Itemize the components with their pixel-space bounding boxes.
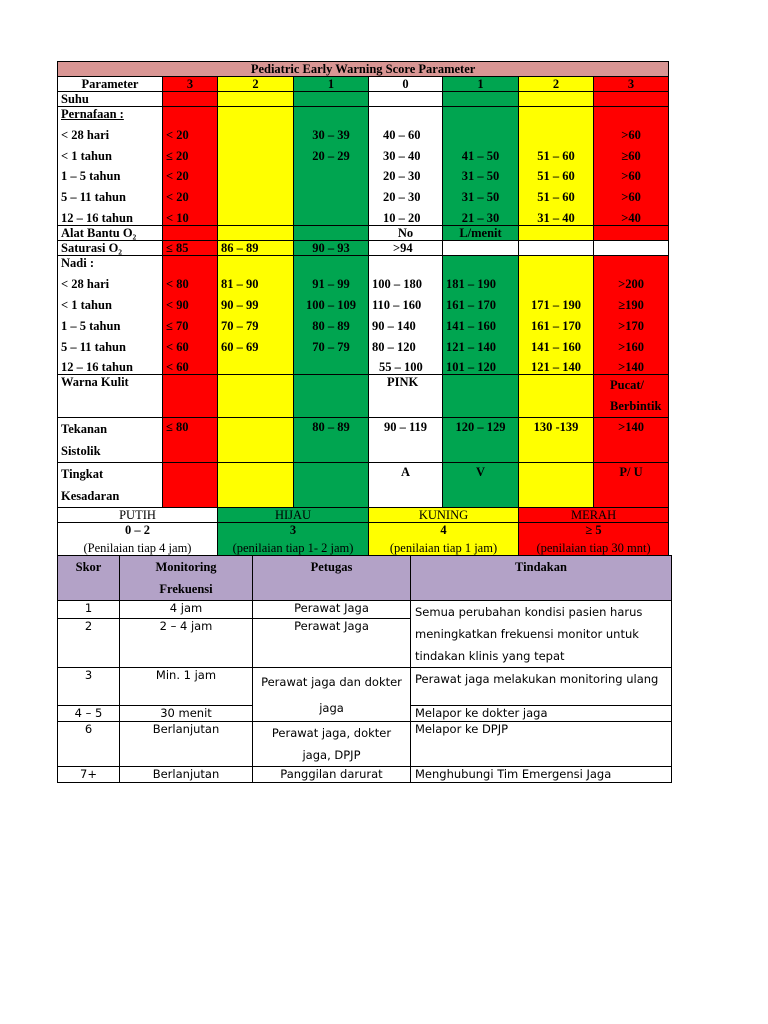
cell: 70 – 79 [294,333,369,354]
cell: 30 – 40 [369,142,443,163]
suhu-row [58,92,669,107]
header-parameter: Parameter [58,77,163,92]
header-score-2-low: 2 [218,77,294,92]
cell [294,107,369,122]
cell [294,375,369,418]
cell: 80 – 120 [369,333,443,354]
pernafasan-label: Pernafaan : [58,107,163,122]
pernafasan-row [58,142,669,163]
monitoring-header-row [58,556,672,601]
cell [163,255,218,270]
cell: < 20 [163,183,218,204]
nadi-label: Nadi : [58,255,163,270]
nadi-row [58,291,669,312]
monitoring-table [57,555,672,783]
cell [443,121,519,142]
tekanan-label [58,418,163,463]
pernafasan-header-row [58,107,669,122]
row-label: 5 – 11 tahun [58,183,163,204]
cell: 171 – 190 [519,291,594,312]
cell: 60 – 69 [218,333,294,354]
cell: 20 – 30 [369,163,443,183]
cell [294,225,369,240]
cell [294,463,369,508]
cell: 90 – 93 [294,240,369,255]
tingkat-label [58,463,163,508]
cell [594,375,669,418]
cell [163,92,218,107]
cell: >200 [594,270,669,291]
nadi-row [58,312,669,333]
tindakan-cell: Melapor ke dokter jaga [411,706,672,722]
warna-kulit-row [58,375,669,418]
row-label: 12 – 16 tahun [58,204,163,225]
cell: 161 – 170 [443,291,519,312]
cell [218,463,294,508]
cell: < 90 [163,291,218,312]
cell [519,240,594,255]
cell [218,354,294,375]
skor-cell: 7+ [58,767,120,783]
cell [218,225,294,240]
cell: 100 – 109 [294,291,369,312]
tingkat-label-a: Tingkat [61,467,104,481]
row-label: 12 – 16 tahun [58,354,163,375]
legend-score-row [58,523,669,538]
frekuensi-cell: 2 – 4 jam [120,618,253,667]
cell: < 20 [163,163,218,183]
cell: 100 – 180 [369,270,443,291]
alat-bantu-row [58,225,669,240]
tingkat-kesadaran-row [58,463,669,508]
cell [294,92,369,107]
legend-merah: MERAH [519,508,669,523]
cell: 20 – 30 [369,183,443,204]
row-label: 1 – 5 tahun [58,163,163,183]
cell: < 80 [163,270,218,291]
tindakan-cell: Menghubungi Tim Emergensi Jaga [411,767,672,783]
cell [218,121,294,142]
cell [369,255,443,270]
tekanan-label-b: Sistolik [61,444,101,458]
cell [218,255,294,270]
cell: 21 – 30 [443,204,519,225]
cell [594,107,669,122]
tingkat-label-b: Kesadaran [61,489,120,503]
header-monitoring-a: Monitoring [155,560,217,574]
cell: 55 – 100 [369,354,443,375]
table-row [58,668,672,706]
nadi-header-row [58,255,669,270]
legend-hijau: HIJAU [218,508,369,523]
cell [218,142,294,163]
skor-cell: 3 [58,668,120,706]
legend-note-kuning: (penilaian tiap 1 jam) [369,538,519,559]
cell [519,107,594,122]
cell: 51 – 60 [519,163,594,183]
cell: 31 – 50 [443,163,519,183]
cell: V [443,463,519,508]
tindakan-cell: Melapor ke DPJP [411,722,672,767]
cell: 141 – 160 [519,333,594,354]
cell: 101 – 120 [443,354,519,375]
tekanan-sistolik-row [58,418,669,463]
header-score-3-low: 3 [163,77,218,92]
pews-title: Pediatric Early Warning Score Parameter [58,62,669,77]
suhu-label: Suhu [58,92,163,107]
cell: 110 – 160 [369,291,443,312]
header-score-0: 0 [369,77,443,92]
frekuensi-cell: 30 menit [120,706,253,722]
cell [218,418,294,463]
cell: 81 – 90 [218,270,294,291]
cell [594,240,669,255]
row-label: < 28 hari [58,270,163,291]
cell [594,92,669,107]
warna-kulit-label: Warna Kulit [58,375,163,418]
cell [369,107,443,122]
cell: 51 – 60 [519,142,594,163]
tekanan-label-a: Tekanan [61,422,108,436]
cell: ≥60 [594,142,669,163]
alat-bantu-label: Alat Bantu O₂ [58,225,163,240]
petugas-cell: Perawat jaga dan dokter jaga [253,668,411,722]
cell [443,375,519,418]
cell [443,92,519,107]
cell [294,354,369,375]
cell [519,255,594,270]
cell: 121 – 140 [443,333,519,354]
petugas-cell: Perawat Jaga [253,618,411,667]
cell [294,183,369,204]
cell: 80 – 89 [294,312,369,333]
row-label: 5 – 11 tahun [58,333,163,354]
pernafasan-row [58,163,669,183]
cell: P/ U [594,463,669,508]
skor-cell: 4 – 5 [58,706,120,722]
cell [294,204,369,225]
frekuensi-cell: Min. 1 jam [120,668,253,706]
legend-score-merah: ≥ 5 [519,523,669,538]
legend-score-hijau: 3 [218,523,369,538]
frekuensi-cell: Berlanjutan [120,722,253,767]
cell: ≤ 20 [163,142,218,163]
cell: >60 [594,121,669,142]
legend-score-kuning: 4 [369,523,519,538]
cell: >140 [594,418,669,463]
cell: >170 [594,312,669,333]
cell: 161 – 170 [519,312,594,333]
cell [163,107,218,122]
cell: >60 [594,163,669,183]
cell: 90 – 119 [369,418,443,463]
header-score-1-high: 1 [443,77,519,92]
row-label: 1 – 5 tahun [58,312,163,333]
cell: No [369,225,443,240]
cell [519,225,594,240]
saturasi-row [58,240,669,255]
header-petugas: Petugas [253,556,411,601]
legend-score-putih: 0 – 2 [58,523,218,538]
petugas-cell: Perawat jaga, dokter jaga, DPJP [253,722,411,767]
header-tindakan: Tindakan [411,556,672,601]
tindakan-cell: Semua perubahan kondisi pasien harus meningkatkan frekuensi monitor untuk tindakan klinis yang tepat [411,601,672,668]
cell: 120 – 129 [443,418,519,463]
header-score-3-high: 3 [594,77,669,92]
skor-cell: 6 [58,722,120,767]
cell: 141 – 160 [443,312,519,333]
cell: 80 – 89 [294,418,369,463]
cell: 31 – 40 [519,204,594,225]
cell: 91 – 99 [294,270,369,291]
header-score-1-low: 1 [294,77,369,92]
table-row [58,601,672,619]
cell: >60 [594,183,669,204]
legend-note-merah: (penilaian tiap 30 mnt) [519,538,669,559]
cell [443,107,519,122]
cell [519,92,594,107]
row-label: < 1 tahun [58,142,163,163]
cell: 70 – 79 [218,312,294,333]
cell [294,163,369,183]
cell: 41 – 50 [443,142,519,163]
warna-berbintik: Berbintik [610,399,662,413]
header-monitoring [120,556,253,601]
legend-putih: PUTIH [58,508,218,523]
cell: >94 [369,240,443,255]
cell: ≥190 [594,291,669,312]
pews-header-row [58,77,669,92]
tindakan-cell: Perawat jaga melakukan monitoring ulang [411,668,672,706]
cell [218,375,294,418]
cell: 121 – 140 [519,354,594,375]
cell: 10 – 20 [369,204,443,225]
cell [369,92,443,107]
cell [594,255,669,270]
cell: 90 – 99 [218,291,294,312]
row-label: < 28 hari [58,121,163,142]
cell: < 20 [163,121,218,142]
row-label: < 1 tahun [58,291,163,312]
cell [519,270,594,291]
legend-kuning: KUNING [369,508,519,523]
cell [163,375,218,418]
cell: >140 [594,354,669,375]
cell: ≤ 85 [163,240,218,255]
cell: 51 – 60 [519,183,594,204]
cell [519,121,594,142]
cell: < 10 [163,204,218,225]
petugas-cell: Perawat Jaga [253,601,411,619]
nadi-row [58,354,669,375]
header-score-2-high: 2 [519,77,594,92]
cell [443,240,519,255]
cell [443,255,519,270]
cell [218,183,294,204]
cell: >40 [594,204,669,225]
table-row [58,767,672,783]
cell: < 60 [163,354,218,375]
pews-table [57,61,669,559]
cell [218,163,294,183]
cell: 90 – 140 [369,312,443,333]
skor-cell: 2 [58,618,120,667]
cell: ≤ 80 [163,418,218,463]
cell: >160 [594,333,669,354]
cell: < 60 [163,333,218,354]
cell: ≤ 70 [163,312,218,333]
cell: 86 – 89 [218,240,294,255]
cell [218,204,294,225]
legend-name-row [58,508,669,523]
cell [218,107,294,122]
petugas-cell: Panggilan darurat [253,767,411,783]
nadi-row [58,270,669,291]
cell: 30 – 39 [294,121,369,142]
cell [163,463,218,508]
cell: 181 – 190 [443,270,519,291]
cell: A [369,463,443,508]
frekuensi-cell: Berlanjutan [120,767,253,783]
cell [519,375,594,418]
nadi-row [58,333,669,354]
cell [163,225,218,240]
saturasi-label: Saturasi O₂ [58,240,163,255]
cell [519,463,594,508]
pernafasan-row [58,204,669,225]
header-skor: Skor [58,556,120,601]
cell [594,225,669,240]
skor-cell: 1 [58,601,120,619]
cell: L/menit [443,225,519,240]
legend-note-putih: (Penilaian tiap 4 jam) [58,538,218,559]
frekuensi-cell: 4 jam [120,601,253,619]
cell: 130 -139 [519,418,594,463]
legend-note-hijau: (penilaian tiap 1- 2 jam) [218,538,369,559]
cell: PINK [369,375,443,418]
pernafasan-row [58,121,669,142]
table-row [58,722,672,767]
cell: 31 – 50 [443,183,519,204]
cell [218,92,294,107]
warna-pucat: Pucat/ [610,378,645,392]
pernafasan-row [58,183,669,204]
header-monitoring-b: Frekuensi [159,582,213,596]
cell [294,255,369,270]
cell: 20 – 29 [294,142,369,163]
cell: 40 – 60 [369,121,443,142]
